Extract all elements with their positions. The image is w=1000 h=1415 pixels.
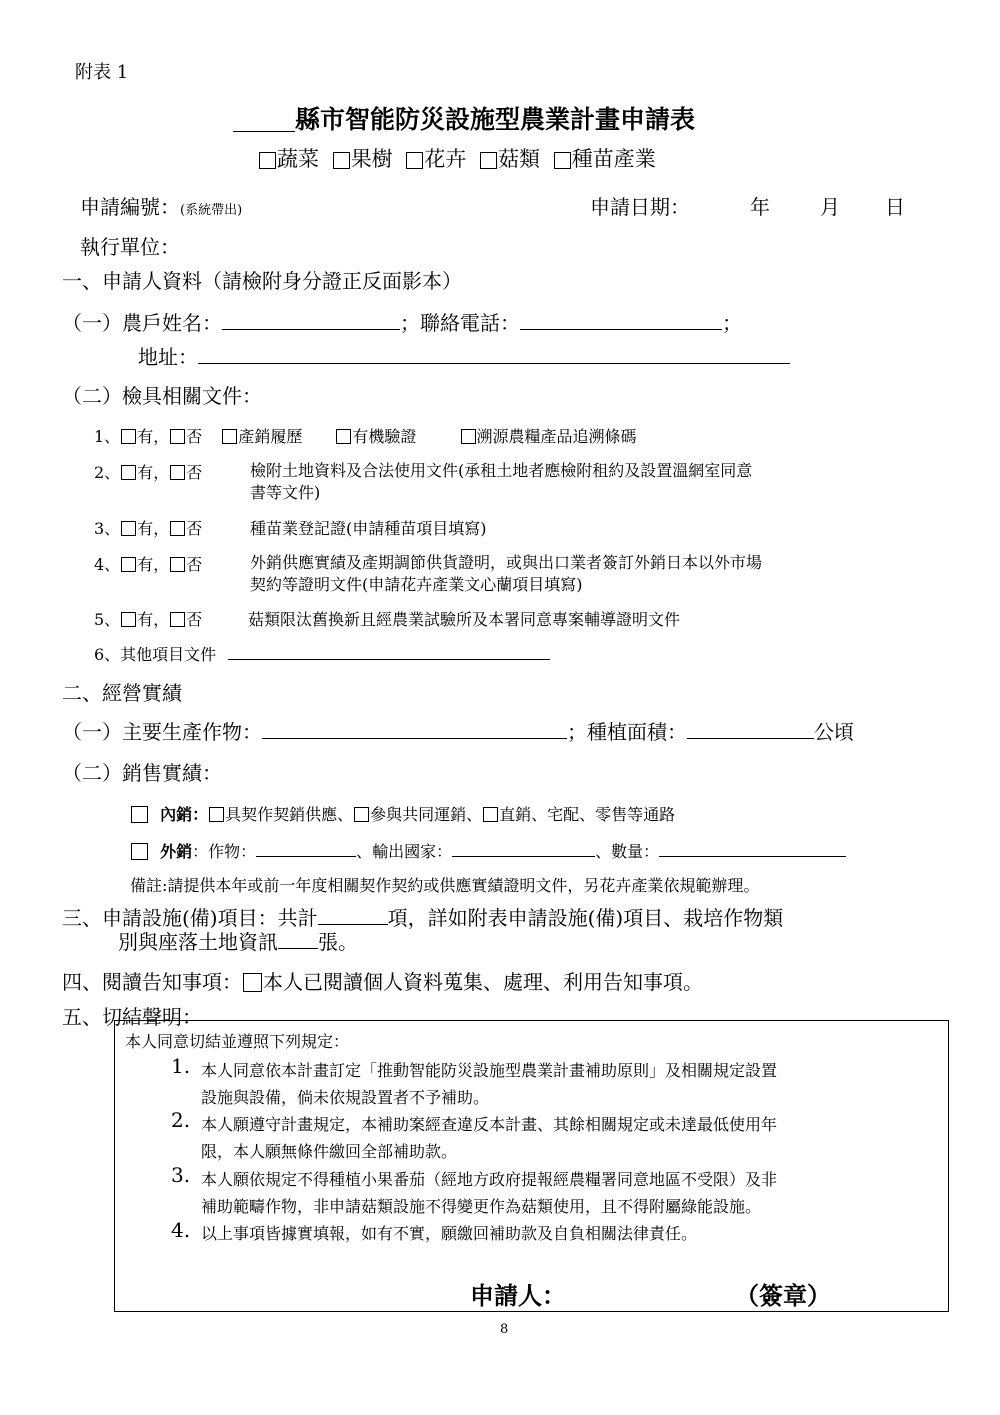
page-title: 縣市智能防災設施型農業計畫申請表 — [233, 100, 695, 136]
farmer-row: （一）農戶姓名： ；聯絡電話： ； — [62, 311, 742, 335]
checkbox[interactable] — [170, 557, 185, 572]
checkbox[interactable] — [259, 152, 276, 169]
checkbox[interactable] — [333, 152, 350, 169]
checkbox[interactable] — [336, 429, 351, 444]
county-blank[interactable] — [233, 109, 295, 132]
section1-heading: 一、申請人資料（請檢附身分證正反面影本） — [62, 269, 462, 293]
checkbox[interactable] — [243, 973, 262, 992]
sales-heading: （二）銷售實績： — [62, 761, 222, 785]
checkbox[interactable] — [131, 843, 148, 860]
category-option[interactable]: 花卉 — [405, 147, 466, 171]
declaration-item: 本人願遵守計畫規定，本補助案經查違反本計畫、其餘相關規定或未達最低使用年 限，本人願無條件繳回全部補助款。 — [201, 1115, 778, 1161]
doc-item-other: 6、其他項目文件 — [94, 641, 550, 665]
doc-item-text: 菇類限汰舊換新且經農業試驗所及本署同意專案輔導證明文件 — [248, 610, 681, 629]
export-qty-field[interactable] — [659, 838, 846, 857]
address-field[interactable] — [198, 345, 790, 364]
declaration-item-num: 4. — [171, 1218, 191, 1242]
sales-note: 備註:請提供本年或前一年度相關契作契約或供應實績證明文件，另花卉產業依規範辦理。 — [130, 876, 760, 895]
signature-label[interactable]: （簽章） — [735, 1281, 831, 1310]
other-docs-field[interactable] — [228, 641, 550, 660]
checkbox[interactable] — [170, 521, 185, 536]
category-option[interactable]: 蔬菜 — [258, 147, 319, 171]
checkbox[interactable] — [121, 612, 136, 627]
section4: 四、閱讀告知事項： 本人已閱讀個人資料蒐集、處理、利用告知事項。 — [62, 970, 703, 994]
checkbox[interactable] — [554, 152, 571, 169]
crop-row: （一）主要生產作物： ；種植面積： 公頃 — [62, 720, 854, 744]
doc-item: 3、 有， 否 — [94, 519, 203, 538]
page-count-field[interactable] — [278, 930, 318, 949]
checkbox[interactable] — [170, 429, 185, 444]
checkbox[interactable] — [222, 429, 237, 444]
declaration-item-num: 3. — [171, 1163, 191, 1187]
declaration-item-num: 2. — [171, 1108, 191, 1132]
doc-item: 5、 有， 否 — [94, 610, 203, 629]
checkbox[interactable] — [406, 152, 423, 169]
checkbox[interactable] — [131, 806, 148, 823]
section5-heading: 五、切結聲明： — [62, 1005, 202, 1029]
declaration-item: 本人同意依本計畫訂定「推動智能防災設施型農業計畫補助原則」及相關規定設置 設施與設備，倘未依規設置者不予補助。 — [201, 1061, 778, 1107]
section2-heading: 二、經營實績 — [62, 681, 182, 705]
documents-heading: （二）檢具相關文件： — [62, 384, 262, 408]
farmer-name-field[interactable] — [222, 311, 400, 330]
main-crop-field[interactable] — [262, 720, 567, 739]
checkbox[interactable] — [483, 807, 498, 822]
declaration-item: 本人願依規定不得種植小果番茄（經地方政府提報經農糧署同意地區不受限）及非 補助範疇作物，非申請菇類設施不得變更作為菇類使用，且不得附屬綠能設施。 — [201, 1170, 778, 1216]
declaration-intro: 本人同意切結並遵照下列規定： — [125, 1032, 350, 1051]
declaration-box — [114, 1020, 949, 1312]
checkbox[interactable] — [121, 557, 136, 572]
checkbox[interactable] — [209, 807, 224, 822]
category-checkboxes — [258, 143, 656, 173]
checkbox[interactable] — [170, 465, 185, 480]
section3: 三、申請設施(備)項目：共計 項，詳如附表申請設施(備)項目、栽培作物類 別與座落土地資訊 張。 — [62, 906, 784, 954]
category-option[interactable]: 果樹 — [332, 147, 393, 171]
doc-item: 2、 有， 否 — [94, 463, 203, 482]
applicant-label: 申請人： — [470, 1281, 566, 1310]
checkbox[interactable] — [170, 612, 185, 627]
application-no: 申請編號：(系統帶出) — [80, 195, 243, 219]
category-option[interactable]: 種苗產業 — [553, 147, 656, 171]
appendix-label: 附表 1 — [75, 62, 129, 83]
export-sales-row: 外銷：作物： 、輸出國家： 、數量： — [130, 838, 846, 862]
checkbox[interactable] — [121, 465, 136, 480]
checkbox[interactable] — [480, 152, 497, 169]
category-option[interactable]: 菇類 — [479, 147, 540, 171]
checkbox[interactable] — [121, 521, 136, 536]
export-crop-field[interactable] — [256, 838, 356, 857]
area-field[interactable] — [687, 720, 814, 739]
doc-item-text: 外銷供應實績及產期調節供貨證明，或與出口業者簽訂外銷日本以外市場 契約等證明文件(申請花卉產業文心蘭項目填寫) — [250, 553, 763, 594]
application-date: 申請日期： 年 月 日 — [590, 195, 905, 219]
doc-item: 1、 有， 否 產銷履歷 有機驗證 溯源農糧產品追溯條碼 — [94, 427, 637, 446]
doc-item-text: 種苗業登記證(申請種苗項目填寫) — [250, 519, 487, 538]
declaration-item: 以上事項皆據實填報，如有不實，願繳回補助款及自負相關法律責任。 — [201, 1224, 698, 1243]
checkbox[interactable] — [354, 807, 369, 822]
export-country-field[interactable] — [452, 838, 595, 857]
item-count-field[interactable] — [318, 906, 388, 925]
address-row: 地址： — [138, 341, 790, 370]
phone-field[interactable] — [520, 311, 722, 330]
checkbox[interactable] — [121, 429, 136, 444]
domestic-sales-row: 內銷： 具契作契銷供應、 參與共同運銷、 直銷、宅配、零售等通路 — [130, 802, 675, 825]
checkbox[interactable] — [461, 429, 476, 444]
doc-item: 4、 有， 否 — [94, 555, 203, 574]
declaration-item-num: 1. — [171, 1054, 191, 1078]
executing-unit: 執行單位： — [80, 235, 180, 259]
page-number: 8 — [500, 1322, 509, 1337]
doc-item-text: 檢附土地資料及合法使用文件(承租土地者應檢附租約及設置溫網室同意 書等文件) — [250, 461, 753, 502]
